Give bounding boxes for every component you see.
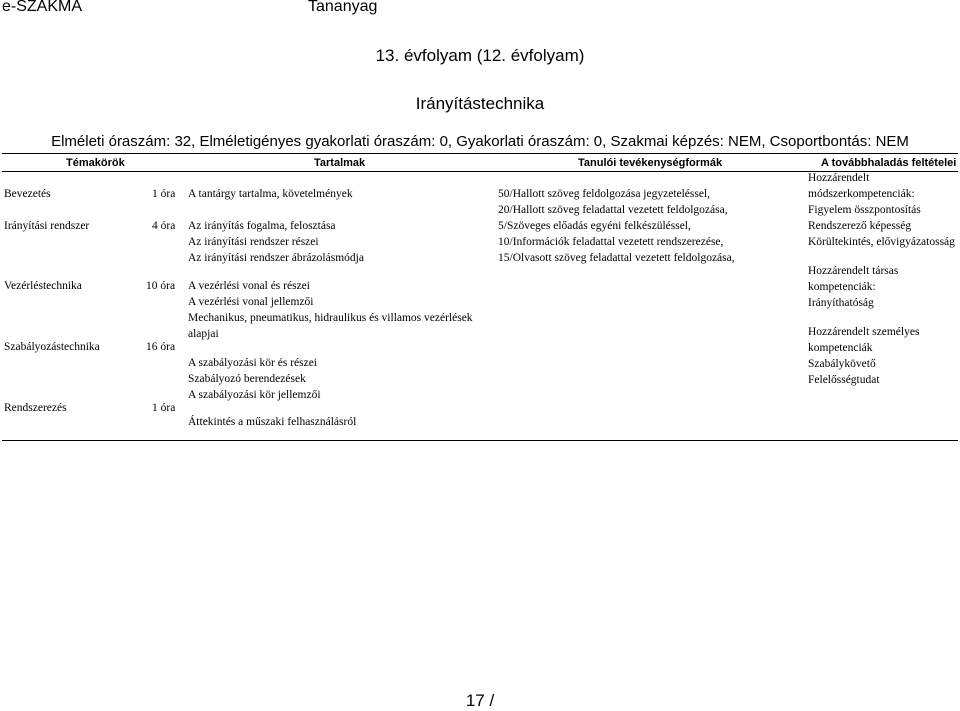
condition-line: Hozzárendelt társas — [808, 265, 899, 277]
contents-control — [188, 278, 473, 342]
content-line: A tantárgy tartalma, követelmények — [188, 188, 353, 200]
activity-line: 50/Hallott szöveg feldolgozása jegyzeteléssel, — [498, 188, 711, 200]
year-title: 13. évfolyam (12. évfolyam) — [375, 46, 585, 65]
condition-line: Figyelem összpontosítás — [808, 204, 921, 216]
topic-name: Bevezetés — [4, 188, 51, 200]
condition-line: módszerkompetenciák: — [808, 188, 915, 200]
condition-line: Irányíthatóság — [808, 297, 874, 309]
content-line: A vezérlési vonal jellemzői — [188, 296, 314, 308]
activity-line: 5/Szöveges előadás egyéni felkészüléssel, — [498, 220, 691, 232]
condition-line: Rendszerező képesség — [808, 220, 912, 232]
subject-title: Irányítástechnika — [415, 94, 545, 113]
contents-regulation — [188, 355, 321, 403]
activities-list — [498, 186, 735, 266]
conditions-method — [808, 170, 955, 250]
table-bottom-rule — [2, 440, 958, 441]
contents-summary — [188, 414, 356, 430]
table-top-rule — [2, 153, 958, 154]
hours-summary: Elméleti óraszám: 32, Elméletigényes gyakorlati óraszám: 0, Gyakorlati óraszám: 0, Szakmai képzés: NEM, Csoportbontás: NEM — [51, 133, 909, 150]
section-name[interactable]: Tananyag — [308, 0, 378, 15]
topic-hours: 1 óra — [152, 402, 176, 414]
content-line: Az irányítási rendszer ábrázolásmódja — [188, 252, 364, 264]
site-name[interactable]: e-SZAKMA — [2, 0, 83, 15]
topic-hours: 16 óra — [146, 341, 176, 353]
condition-line: kompetenciák — [808, 342, 873, 354]
activity-line: 15/Olvasott szöveg feladattal vezetett feldolgozása, — [498, 252, 735, 264]
content-line: A szabályozási kör és részei — [188, 357, 318, 369]
col-header-activities: Tanulói tevékenységformák — [578, 157, 723, 169]
condition-line: Szabálykövető — [808, 358, 876, 370]
content-line: Az irányítás fogalma, felosztása — [188, 220, 336, 232]
col-header-contents: Tartalmak — [314, 157, 366, 169]
contents-system — [188, 218, 364, 266]
condition-line: kompetenciák: — [808, 281, 876, 293]
content-line: A szabályozási kör jellemzői — [188, 389, 321, 401]
content-line: Az irányítási rendszer részei — [188, 236, 319, 248]
topic-name: Szabályozástechnika — [4, 341, 100, 353]
topic-name: Vezérléstechnika — [4, 280, 82, 292]
activity-line: 10/Információk feladattal vezetett rendszerezése, — [498, 236, 724, 248]
content-line: A vezérlési vonal és részei — [188, 280, 310, 292]
content-line: alapjai — [188, 328, 219, 340]
condition-line: Körültekintés, elővigyázatosság — [808, 236, 955, 248]
topic-hours: 1 óra — [152, 188, 176, 200]
col-header-topics: Témakörök — [66, 157, 125, 169]
condition-line: Hozzárendelt — [808, 172, 870, 184]
topic-name: Rendszerezés — [4, 402, 67, 414]
content-line: Áttekintés a műszaki felhasználásról — [188, 416, 357, 428]
condition-line: Hozzárendelt személyes — [808, 326, 920, 338]
contents-intro — [188, 186, 353, 202]
conditions-personal — [808, 324, 919, 388]
condition-line: Felelősségtudat — [808, 374, 880, 386]
content-line: Szabályozó berendezések — [188, 373, 306, 385]
topic-name: Irányítási rendszer — [4, 220, 90, 232]
conditions-social — [808, 263, 898, 311]
activity-line: 20/Hallott szöveg feladattal vezetett feldolgozása, — [498, 204, 728, 216]
content-line: Mechanikus, pneumatikus, hidraulikus és villamos vezérlések — [188, 312, 473, 324]
page-number: 17 / — [465, 691, 495, 710]
topic-hours: 4 óra — [152, 220, 176, 232]
topic-hours: 10 óra — [146, 280, 176, 292]
col-header-conditions: A továbbhaladás feltételei — [821, 157, 957, 169]
